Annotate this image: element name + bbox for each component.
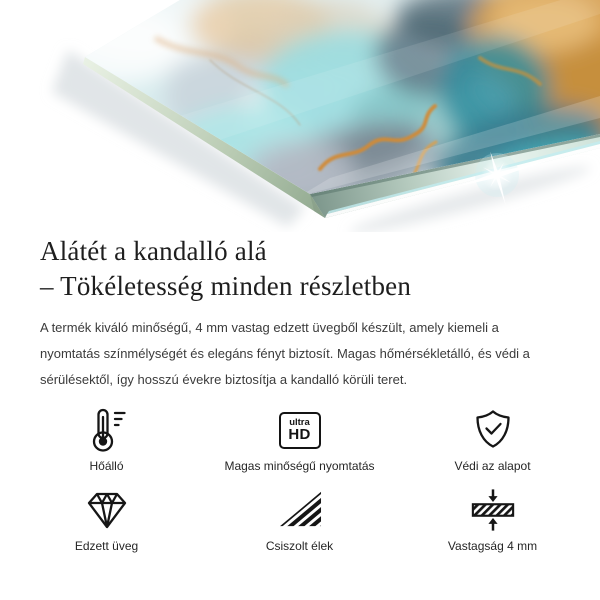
feature-label: Hőálló — [89, 459, 124, 473]
features-grid — [10, 407, 600, 553]
feature-heat-resistant — [10, 407, 203, 473]
feature-label: Védi az alapot — [454, 459, 531, 473]
shield-check-icon — [461, 407, 525, 453]
feature-print-quality — [203, 407, 396, 473]
polished-edge-icon — [268, 487, 332, 533]
feature-thickness — [396, 487, 589, 553]
product-photo — [0, 0, 600, 232]
feature-tempered-glass — [10, 487, 203, 553]
ultra-hd-icon: ultra HD — [268, 407, 332, 453]
page-title-line1: Alátét a kandalló alá — [40, 236, 267, 266]
thickness-arrows-icon — [461, 487, 525, 533]
diamond-icon — [75, 487, 139, 533]
product-description: A termék kiváló minőségű, 4 mm vastag edzett üvegből készült, amely kiemeli a nyomtatás színmélységét és elegáns fényt biztosít. Magas hőmérsékletálló, és védi a sérülésektől, így hosszú évekre biztosítja a kandalló körüli teret. — [40, 320, 530, 387]
page-title — [40, 234, 600, 304]
thermometer-heat-icon — [75, 407, 139, 453]
feature-label: Csiszolt élek — [265, 539, 334, 553]
feature-polished-edges — [203, 487, 396, 553]
page-title-line2: – Tökéletesség minden részletben — [40, 271, 412, 301]
feature-base-protection — [396, 407, 589, 473]
feature-label: Edzett üveg — [74, 539, 139, 553]
feature-label: Vastagság 4 mm — [447, 539, 538, 553]
feature-label: Magas minőségű nyomtatás — [224, 459, 375, 473]
